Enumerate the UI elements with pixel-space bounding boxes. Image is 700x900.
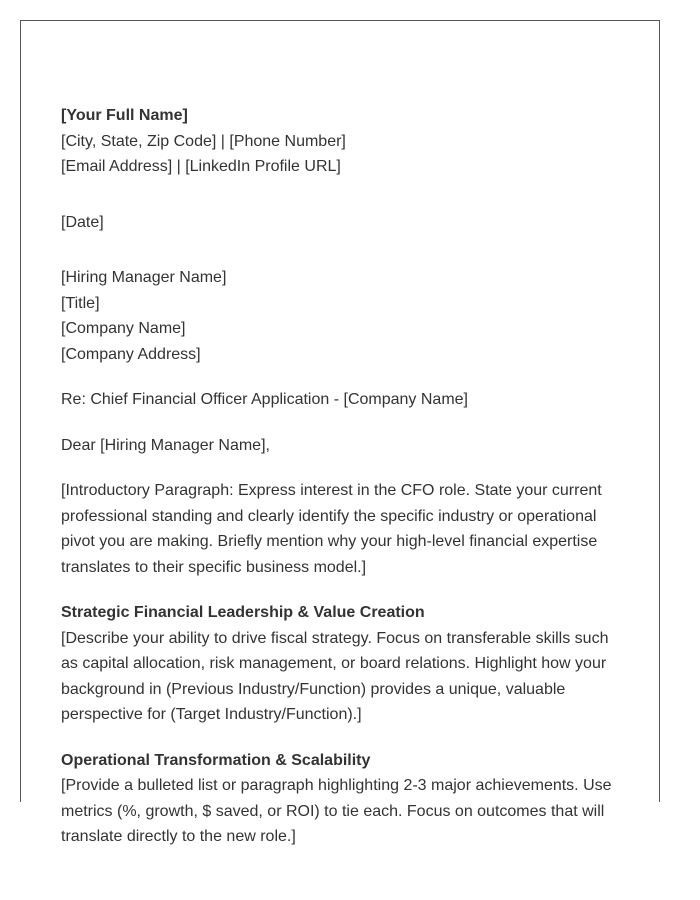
section-title-operational: Operational Transformation & Scalability	[61, 751, 371, 769]
letter-date: [Date]	[61, 213, 104, 231]
spacer	[61, 180, 621, 210]
section-body-operational: [Provide a bulleted list or paragraph highlighting 2-3 major achievements. Use metrics (%, growth, $ saved, or ROI) to tie each. Focus on outcomes that will translate directly to the new role.]	[61, 777, 612, 845]
sender-name: [Your Full Name]	[61, 107, 188, 124]
spacer	[61, 580, 621, 600]
spacer	[61, 235, 621, 265]
recipient-name: [Hiring Manager Name]	[61, 269, 227, 286]
section-body-strategic: [Describe your ability to drive fiscal strategy. Focus on transferable skills such as capital allocation, risk management, or board relations. Highlight how your background in (Previous Industry/Function) provides a unique, valuable perspective for (Target Industry/Function).]	[61, 629, 609, 723]
spacer	[61, 413, 621, 433]
sender-email-linkedin: [Email Address] | [LinkedIn Profile URL]	[61, 158, 341, 175]
spacer	[61, 458, 621, 478]
spacer	[61, 367, 621, 387]
letter-page	[20, 20, 660, 845]
recipient-company: [Company Name]	[61, 320, 186, 337]
letter-content	[61, 103, 621, 850]
recipient-address: [Company Address]	[61, 345, 201, 363]
section-title-strategic: Strategic Financial Leadership & Value Creation	[61, 604, 425, 621]
subject-line: Re: Chief Financial Officer Application - [Company Name]	[61, 391, 468, 408]
sender-location-phone: [City, State, Zip Code] | [Phone Number]	[61, 132, 346, 150]
spacer	[61, 728, 621, 748]
intro-paragraph: [Introductory Paragraph: Express interest in the CFO role. State your current professional standing and clearly identify the specific industry or operational pivot you are making. Briefly mention why your high-level financial expertise translates to their specific business model.]	[61, 482, 602, 576]
salutation: Dear [Hiring Manager Name],	[61, 436, 270, 454]
recipient-title: [Title]	[61, 294, 100, 312]
